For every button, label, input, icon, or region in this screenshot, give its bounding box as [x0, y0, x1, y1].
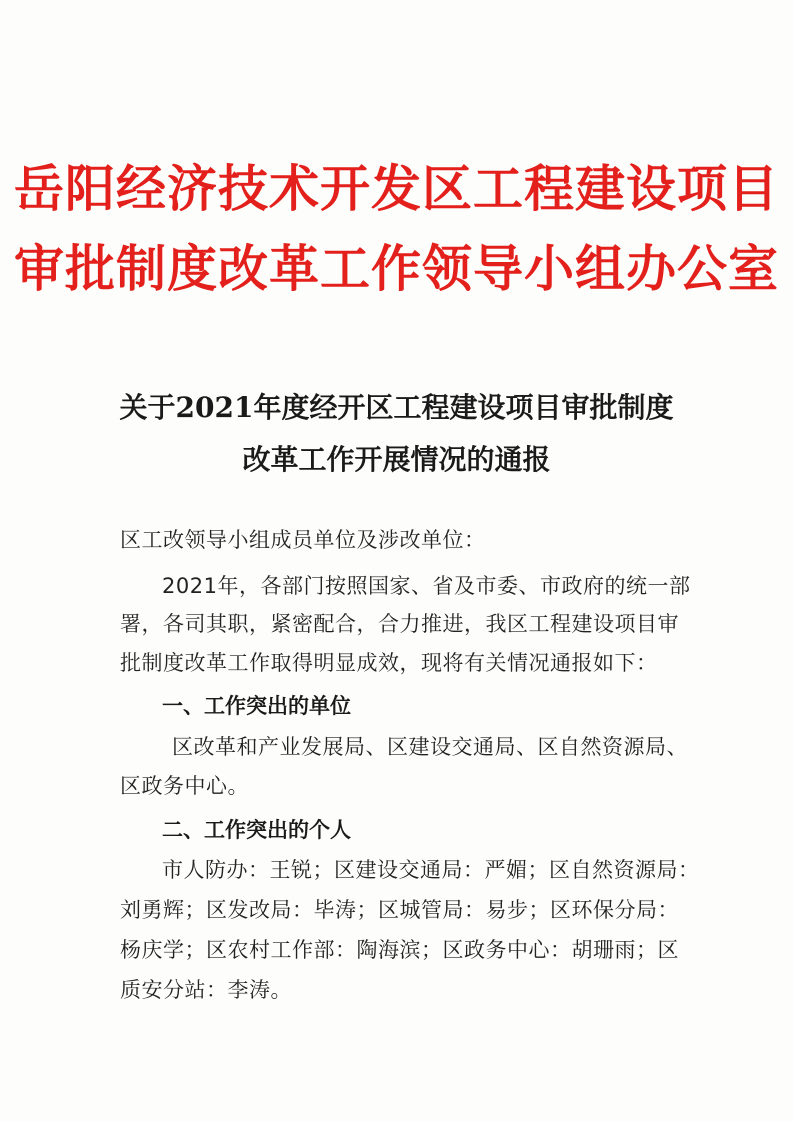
- masthead-line-1: 岳阳经济技术开发区工程建设项目: [14, 159, 779, 218]
- notice-title-line-1: 关于2021年度经开区工程建设项目审批制度: [119, 391, 674, 424]
- section-1-line-2: 区政务中心。: [120, 774, 249, 798]
- section-2-line-4: 质安分站：李涛。: [120, 978, 292, 1002]
- section-1-heading: 一、工作突出的单位: [162, 694, 351, 718]
- intro-line-1: 2021年，各部门按照国家、省及市委、市政府的统一部: [162, 574, 691, 598]
- intro-line-3: 批制度改革工作取得明显成效，现将有关情况通报如下：: [120, 651, 658, 675]
- notice-title-line-2: 改革工作开展情况的通报: [242, 443, 551, 476]
- section-2-line-2: 刘勇辉；区发改局：毕涛；区城管局：易步；区环保分局：: [120, 898, 679, 922]
- masthead-line-2: 审批制度改革工作领导小组办公室: [14, 239, 779, 298]
- intro-line-2: 署，各司其职，紧密配合，合力推进，我区工程建设项目审: [120, 612, 679, 636]
- salutation: 区工改领导小组成员单位及涉改单位：: [120, 528, 486, 552]
- section-2-line-3: 杨庆学；区农村工作部：陶海滨；区政务中心：胡珊雨；区: [120, 938, 679, 962]
- section-1-line-1: 区改革和产业发展局、区建设交通局、区自然资源局、: [172, 735, 688, 759]
- section-2-line-1: 市人防办：王锐；区建设交通局：严媚；区自然资源局：: [162, 858, 700, 882]
- section-2-heading: 二、工作突出的个人: [162, 818, 351, 842]
